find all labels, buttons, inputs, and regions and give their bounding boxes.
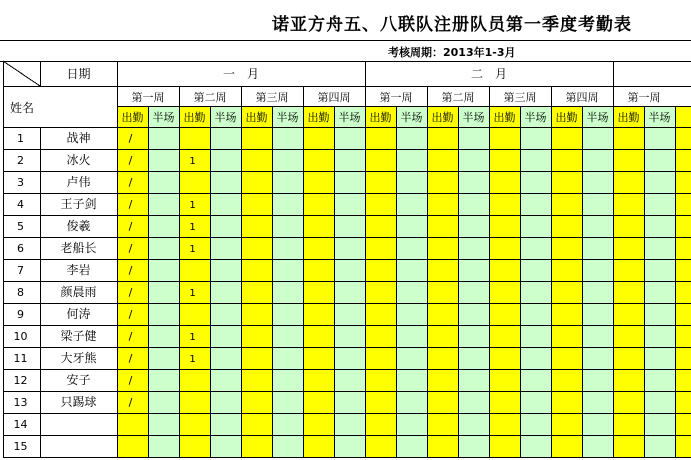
player-name: 颜晨雨 — [60, 285, 97, 299]
attend-header: 出勤 — [245, 111, 268, 124]
week-header: 第二周 — [193, 91, 227, 104]
player-name: 梁子健 — [60, 329, 97, 343]
row-number: 1 — [17, 132, 24, 145]
month-header: 二 月 — [470, 67, 508, 81]
half-header: 半场 — [648, 111, 671, 124]
attend-header: 出勤 — [431, 111, 454, 124]
player-name: 冰火 — [66, 153, 91, 167]
player-name: 战神 — [66, 131, 91, 145]
week1-attend-mark: / — [128, 220, 133, 233]
half-header: 半场 — [338, 111, 361, 124]
player-name: 俊羲 — [66, 219, 91, 233]
week2-attend-mark: 1 — [189, 288, 196, 299]
attend-header: 出勤 — [121, 111, 144, 124]
player-name: 大牙熊 — [60, 351, 97, 365]
row-number: 7 — [17, 264, 24, 277]
week1-attend-mark: / — [128, 132, 133, 145]
half-header: 半场 — [586, 111, 609, 124]
week2-attend-mark: 1 — [189, 244, 196, 255]
week1-attend-mark: / — [128, 176, 133, 189]
player-name: 李岩 — [66, 263, 91, 277]
month-header: 一 月 — [222, 67, 260, 81]
week2-attend-mark: 1 — [189, 156, 196, 167]
half-header: 半场 — [524, 111, 547, 124]
week2-attend-mark: 1 — [189, 200, 196, 211]
half-header: 半场 — [276, 111, 299, 124]
attend-header: 出勤 — [555, 111, 578, 124]
week-header: 第一周 — [379, 91, 413, 104]
half-header: 半场 — [152, 111, 175, 124]
player-name: 王子剑 — [60, 197, 97, 211]
name-header: 姓名 — [9, 101, 35, 115]
week2-attend-mark: 1 — [189, 354, 196, 365]
week1-attend-mark: / — [128, 308, 133, 321]
week2-attend-mark: 1 — [189, 332, 196, 343]
attend-header: 出勤 — [183, 111, 206, 124]
week1-attend-mark: / — [128, 352, 133, 365]
row-number: 3 — [17, 176, 24, 189]
week1-attend-mark: / — [128, 242, 133, 255]
week2-attend-mark: 1 — [189, 222, 196, 233]
row-number: 10 — [13, 330, 28, 343]
week-header: 第三周 — [255, 91, 289, 104]
attend-header: 出勤 — [617, 111, 640, 124]
week-header: 第四周 — [565, 91, 599, 104]
week1-attend-mark: / — [128, 198, 133, 211]
row-number: 2 — [17, 154, 24, 167]
player-name: 只踢球 — [60, 395, 97, 409]
sheet-title: 诺亚方舟五、八联队注册队员第一季度考勤表 — [272, 15, 632, 35]
row-number: 11 — [13, 352, 28, 365]
week1-attend-mark: / — [128, 396, 133, 409]
attend-header: 出勤 — [369, 111, 392, 124]
row-number: 15 — [13, 440, 28, 453]
row-number: 13 — [13, 396, 28, 409]
week-header: 第四周 — [317, 91, 351, 104]
attend-header: 出勤 — [307, 111, 330, 124]
date-header: 日期 — [66, 67, 91, 81]
player-name: 卢伟 — [66, 175, 91, 189]
header-diagonal — [3, 61, 40, 86]
row-number: 8 — [17, 286, 24, 299]
row-number: 4 — [17, 198, 24, 211]
row-number: 6 — [17, 242, 24, 255]
week1-attend-mark: / — [128, 286, 133, 299]
row-number: 9 — [17, 308, 24, 321]
row-number: 14 — [13, 418, 28, 431]
half-header: 半场 — [400, 111, 423, 124]
week1-attend-mark: / — [128, 374, 133, 387]
week1-attend-mark: / — [128, 330, 133, 343]
row-number: 5 — [17, 220, 24, 233]
week-header: 第一周 — [131, 91, 165, 104]
player-name: 何涛 — [66, 307, 91, 321]
week-header: 第三周 — [503, 91, 537, 104]
week1-attend-mark: / — [128, 264, 133, 277]
half-header: 半场 — [214, 111, 237, 124]
half-header: 半场 — [462, 111, 485, 124]
week-header: 第一周 — [627, 91, 661, 104]
period-label: 考核周期：2013年1-3月 — [388, 46, 516, 59]
player-name: 安子 — [66, 373, 91, 387]
week1-attend-mark: / — [128, 154, 133, 167]
week-header: 第二周 — [441, 91, 475, 104]
row-number: 12 — [13, 374, 28, 387]
attend-header: 出勤 — [493, 111, 516, 124]
player-name: 老船长 — [60, 241, 97, 255]
